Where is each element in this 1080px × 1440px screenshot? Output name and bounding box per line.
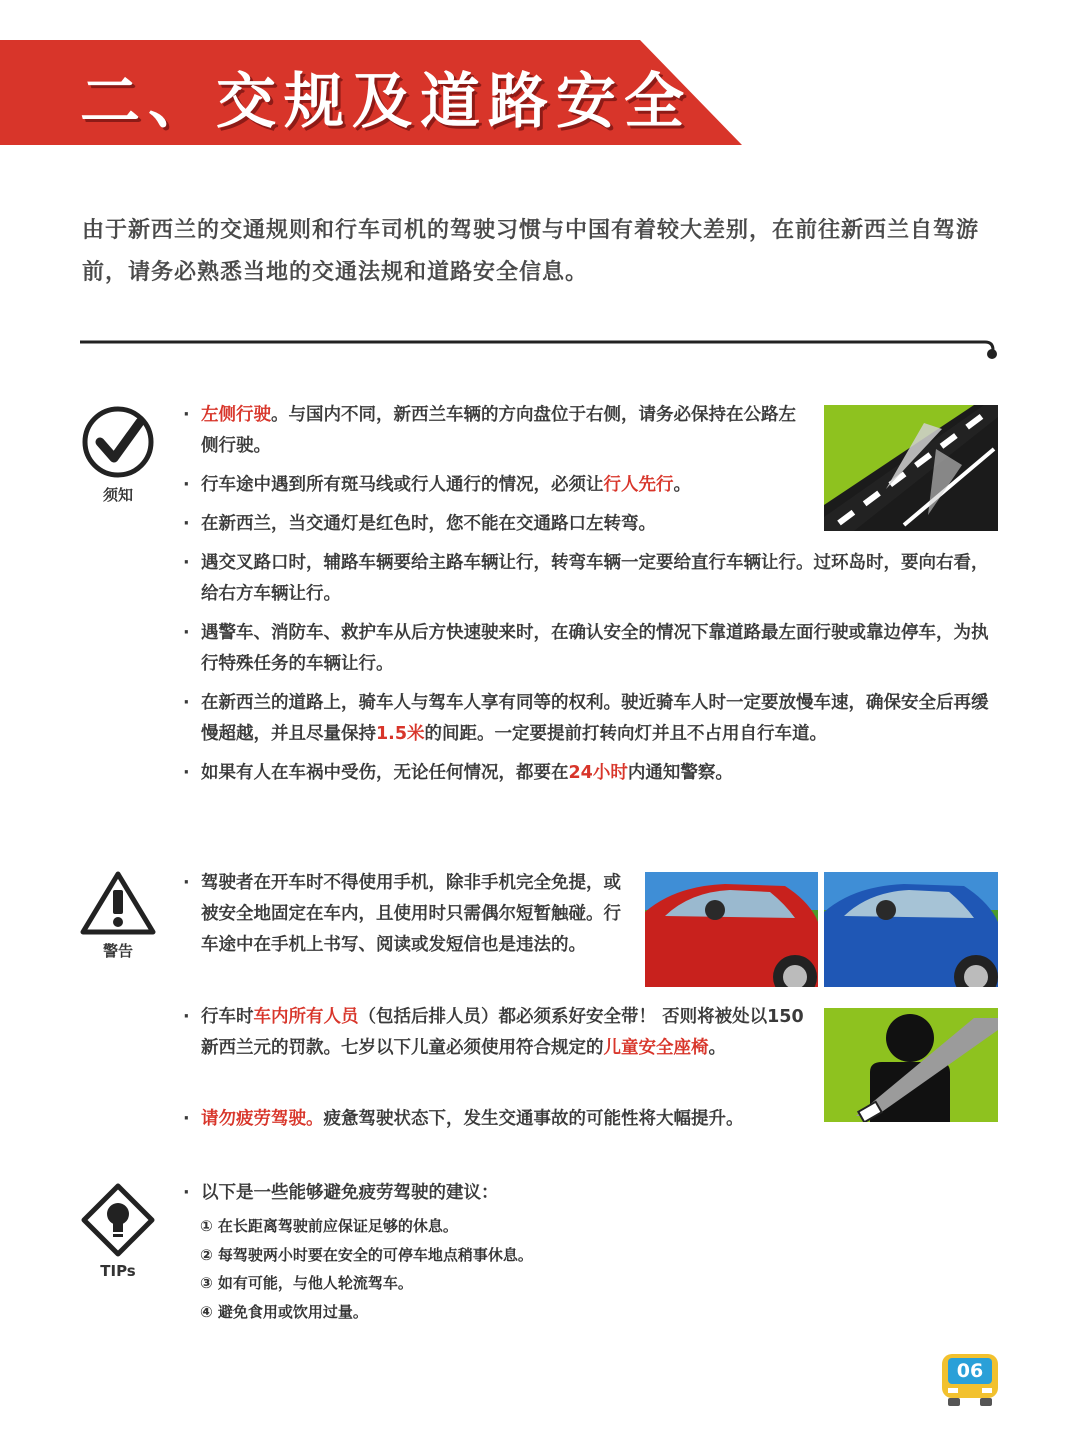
notice-item-7 <box>183 758 1003 789</box>
intro-paragraph: 由于新西兰的交通规则和行车司机的驾驶习惯与中国有着较大差别，在前往新西兰自驾游前，请务必熟悉当地的交通法规和道路安全信息。 <box>82 218 980 285</box>
notice-item-2 <box>183 470 813 501</box>
highlight-distance: 1.5米 <box>376 724 425 744</box>
highlight-all-passengers: 车内所有人员 <box>253 1007 359 1027</box>
notice-item-5 <box>183 618 1003 680</box>
page-number: 06 <box>956 1360 984 1382</box>
tips-icon-block <box>78 1182 158 1280</box>
warning-item-2 <box>183 1002 813 1064</box>
lightbulb-icon <box>80 1182 156 1258</box>
exclamation-triangle-icon <box>80 870 156 936</box>
highlight-no-fatigue: 请勿疲劳驾驶。 <box>201 1109 324 1129</box>
tips-item: ③ 如有可能，与他人轮流驾车。 <box>200 1274 413 1292</box>
highlight-child-seat: 儿童安全座椅 <box>603 1038 709 1058</box>
tips-intro: · 以下是一些能够避免疲劳驾驶的建议： <box>183 1178 683 1209</box>
tips-label: TIPs <box>100 1262 136 1280</box>
warning-item-2-mid: （包括后排人员）都必须系好安全带！ 否则将被处以150新西兰元的罚款。七岁以下儿童必须使用符合规定的 <box>201 1007 804 1058</box>
warning-icon-block <box>78 870 158 961</box>
notice-item-4-text: 遇交叉路口时，辅路车辆要给主路车辆让行，转弯车辆一定要给直行车辆让行。过环岛时，要向右看，给右方车辆让行。 <box>201 553 989 604</box>
header-banner <box>0 40 745 145</box>
red-car-image <box>645 872 818 987</box>
notice-item-6-end: 的间距。一定要提前打转向灯并且不占用自行车道。 <box>424 724 828 744</box>
warning-label: 警告 <box>102 942 133 960</box>
highlight-24-hours: 24小时 <box>568 763 628 783</box>
notice-label: 须知 <box>102 486 133 504</box>
notice-item-5-text: 遇警车、消防车、救护车从后方快速驶来时，在确认安全的情况下靠道路最左面行驶或靠边停车，为执行特殊任务的车辆让行。 <box>201 623 989 674</box>
warning-list-a <box>183 868 628 969</box>
checkmark-icon <box>80 404 156 480</box>
notice-item-6 <box>183 688 1003 750</box>
notice-item-2-end: 。 <box>673 475 691 495</box>
tips-item: ① 在长距离驾驶前应保证足够的休息。 <box>200 1217 458 1235</box>
notice-list-b <box>183 548 1003 797</box>
notice-item-1 <box>183 400 813 462</box>
tips-list <box>200 1212 533 1326</box>
notice-item-3-text: 在新西兰，当交通灯是红色时，您不能在交通路口左转弯。 <box>201 514 656 534</box>
notice-icon-block <box>78 404 158 505</box>
notice-item-7-text: 如果有人在车祸中受伤，无论任何情况，都要在 <box>201 763 569 783</box>
notice-item-4 <box>183 548 1003 610</box>
notice-item-2-text: 行车途中遇到所有斑马线或行人通行的情况，必须让 <box>201 475 604 495</box>
blue-car-image <box>824 872 998 987</box>
seatbelt-image <box>824 1008 998 1122</box>
notice-list-a <box>183 400 813 548</box>
notice-item-7-end: 内通知警察。 <box>627 763 733 783</box>
warning-list-b <box>183 1002 813 1072</box>
tips-item: ② 每驾驶两小时要在安全的可停车地点稍事休息。 <box>200 1245 533 1264</box>
highlight-left-driving: 左侧行驶 <box>201 405 271 425</box>
section-divider <box>80 336 1000 360</box>
notice-item-1-text: 。与国内不同，新西兰车辆的方向盘位于右侧，请务必保持在公路左侧行驶。 <box>201 405 796 456</box>
road-image <box>824 405 998 531</box>
warning-item-2-end: 。 <box>708 1038 726 1058</box>
warning-item-1 <box>183 868 628 961</box>
notice-item-3 <box>183 509 813 540</box>
warning-item-3-text: 疲惫驾驶状态下，发生交通事故的可能性将大幅提升。 <box>323 1109 744 1129</box>
notice-item-6-text: 在新西兰的道路上，骑车人与驾车人享有同等的权利。驶近骑车人时一定要放慢车速，确保安全后再缓慢超越，并且尽量保持 <box>201 693 989 744</box>
warning-item-2-text: 行车时 <box>201 1007 254 1027</box>
tips-item: ④ 避免食用或饮用过量。 <box>200 1302 368 1321</box>
warning-item-1-text: 驾驶者在开车时不得使用手机，除非手机完全免提，或被安全地固定在车内，且使用时只需偶尔短暂触碰。行车途中在手机上书写、阅读或发短信也是违法的。 <box>201 873 621 955</box>
page-number-badge <box>940 1352 1000 1412</box>
page-title: 二、交规及道路安全 <box>80 67 692 137</box>
highlight-pedestrian-first: 行人先行 <box>603 475 674 495</box>
